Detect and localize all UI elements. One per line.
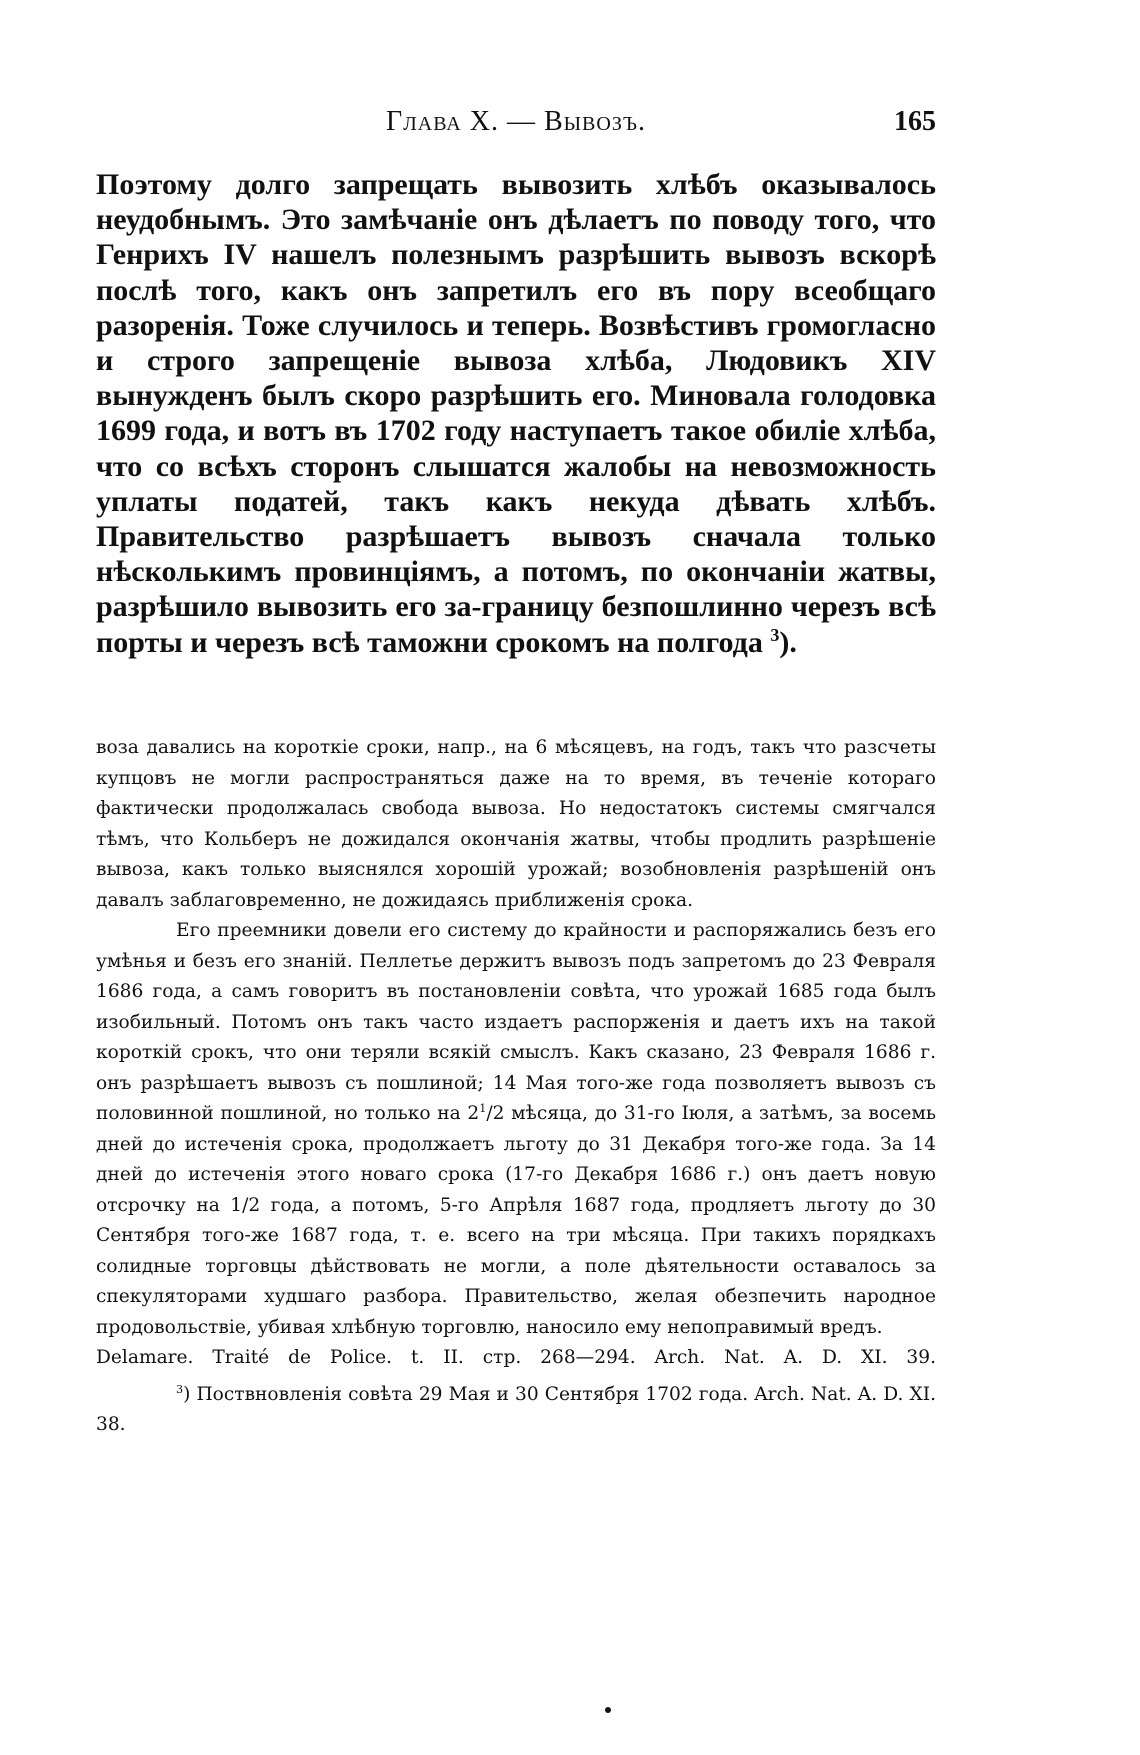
- fraction-denominator: /2: [486, 1103, 505, 1124]
- main-paragraph-text: Поэтому долго запрещать вывозить хлѣбъ оказывалось неудобнымъ. Это замѣчаніе онъ дѣлаетъ по поводу того, что Генрихъ IV нашелъ полезнымъ разрѣшить вывозъ вскорѣ послѣ того, какъ онъ запретилъ его въ пору всеобщаго разоренія. Тоже случилось и теперь. Возвѣстивъ громогласно и строго запрещеніе вывоза хлѣба, Людовикъ XIV вынужденъ былъ скоро разрѣшить его. Миновала голодовка 1699 года, и вотъ въ 1702 году наступаетъ такое обиліе хлѣба, что со всѣхъ сторонъ слышатся жалобы на невозможность уплаты податей, такъ какъ некуда дѣвать хлѣбъ. Правительство разрѣшаетъ вывозъ сначала только нѣсколькимъ провинціямъ, а потомъ, по окончаніи жатвы, разрѣшило вывозить его за-границу безпошлинно черезъ всѣ порты и черезъ всѣ таможни срокомъ на полгода: [96, 168, 936, 659]
- note-paragraph-part-c: года, а потомъ, 5-го Апрѣля 1687 года, продляетъ льготу до 30 Сентября того-же 1687 года, т. е. всего на три мѣсяца. При такихъ порядкахъ солидные торговцы дѣйствовать не могли, а поле дѣятельности оставалось за спекуляторами худшаго разбора. Правительство, желая обезпечить народное продовольствіе, убивая хлѣбную торговлю, наносило ему непоправимый вредъ.: [96, 1194, 936, 1338]
- footnote-text: ) Поствновленія совѣта 29 Мая и 30 Сентября 1702 года. Arch. Nat. A. D. XI. 38.: [96, 1383, 936, 1435]
- fraction-numerator: 1: [479, 1101, 487, 1115]
- chapter-title: Глава X. — Вывозъ.: [386, 106, 646, 137]
- footnote-marker: 3: [176, 1382, 184, 1396]
- footnote-3: [96, 1380, 936, 1441]
- note-continuation: воза давались на короткіе сроки, напр., на 6 мѣсяцевъ, на годъ, такъ что разсчеты купцовъ не могли распространяться даже на то время, въ теченіе котораго фактически продолжалась свобода вывоза. Но недостатокъ системы смягчался тѣмъ, что Кольберъ не дожидался окончанія жатвы, чтобы продлить разрѣшеніе вывоза, какъ только выяснялся хорошій урожай; возобновленія разрѣшеній онъ давалъ заблаговременно, не дожидаясь приближенія срока.: [96, 737, 936, 911]
- main-text: [96, 167, 936, 660]
- note-paragraph: [96, 916, 936, 1343]
- footnote-reference: 3: [770, 624, 780, 645]
- main-paragraph-end: ).: [779, 625, 797, 659]
- main-paragraph: [96, 167, 936, 660]
- citation: Delamare. Traité de Police. t. II. стр. 268—294. Arch. Nat. A. D. XI. 39.: [96, 1347, 936, 1368]
- fraction-half: 1/2: [230, 1194, 261, 1216]
- note-paragraph-part-a: Его преемники довели его систему до крайности и распоряжались безъ его умѣнья и безъ его знаній. Пеллетье держитъ вывозъ подъ запретомъ до 23 Февраля 1686 года, а самъ говоритъ въ постановленіи совѣта, что урожай 1685 года былъ изобильный. Потомъ онъ такъ часто издаетъ распорженія и даетъ ихъ на такой короткій срокъ, что они теряли всякій смыслъ. Какъ сказано, 23 Февраля 1686 г. онъ разрѣшаетъ вывозъ съ пошлиной; 14 Мая того-же года позволяетъ вывозъ съ половинной пошлиной, но только на 2: [96, 920, 936, 1124]
- footnotes: [96, 733, 936, 1441]
- page-number: 165: [894, 106, 936, 137]
- note-paragraph-part-b: мѣсяца, до 31-го Іюля, а затѣмъ, за восемь дней до истеченія срока, продолжаетъ льготу до 31 Декабря того-же года. За 14 дней до истеченія этого новаго срока (17-го Декабря 1686 г.) онъ даетъ новую отсрочку на: [96, 1103, 937, 1216]
- running-head: [96, 106, 936, 150]
- print-speck: [605, 1707, 611, 1713]
